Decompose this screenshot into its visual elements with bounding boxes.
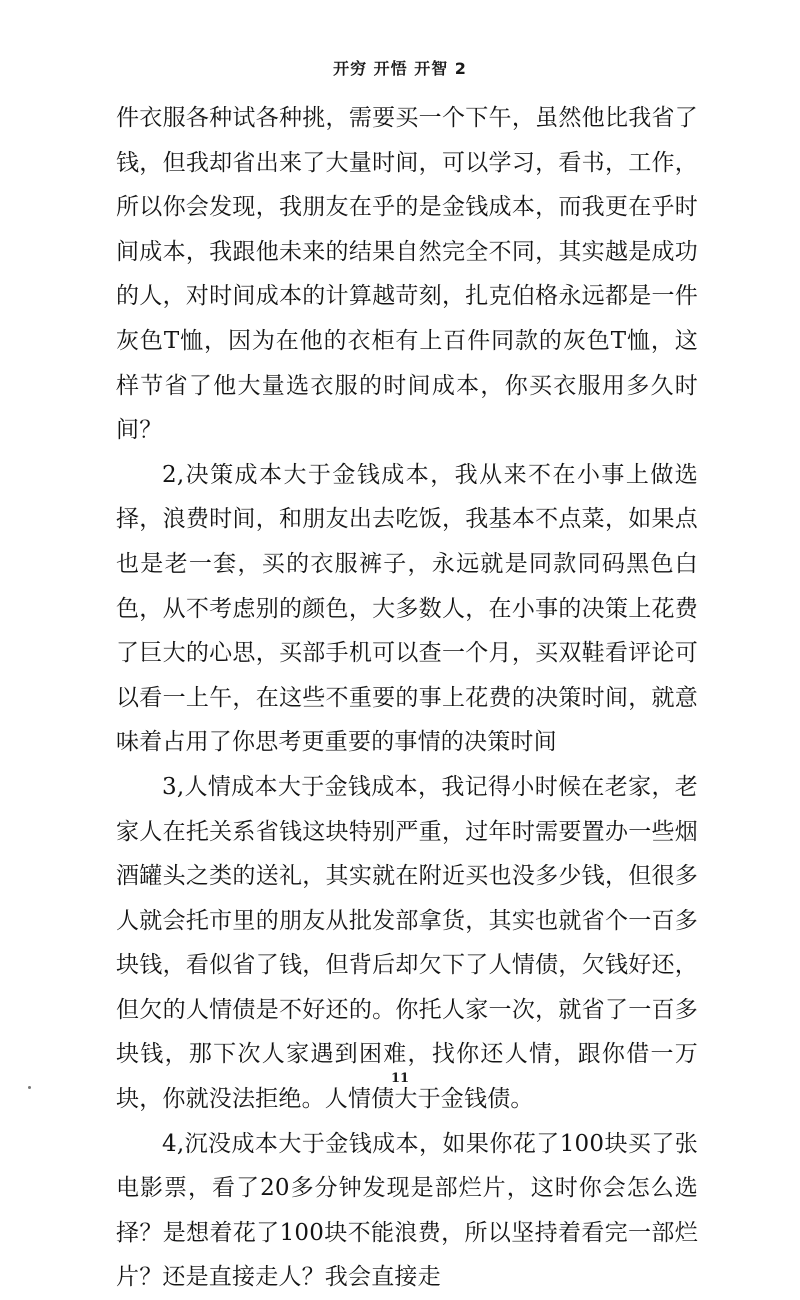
paragraph-sunk-cost: 4,沉没成本大于金钱成本，如果你花了100块买了张电影票，看了20多分钟发现是部烂片，这时你会怎么选择？是想着花了100块不能浪费，所以坚持着看完一部烂片？还是直接走人？我会直接走 (116, 1130, 698, 1291)
paragraph-continuation: 件衣服各种试各种挑，需要买一个下午，虽然他比我省了钱，但我却省出来了大量时间，可以学习，看书，工作，所以你会发现，我朋友在乎的是金钱成本，而我更在乎时间成本，我跟他未来的结果自然完全不同，其实越是成功的人，对时间成本的计算越苛刻，扎克伯格永远都是一件灰色T恤，因为在他的衣柜有上百件同款的灰色T恤，这样节省了他大量选衣服的时间成本，你买衣服用多久时间？ (116, 105, 698, 444)
running-header: 开穷 开悟 开智 2 (333, 59, 467, 78)
page-number: 11 (390, 1071, 410, 1086)
scan-speck (28, 1086, 31, 1089)
body-text (116, 96, 698, 1300)
paragraph-favor-cost: 3,人情成本大于金钱成本，我记得小时候在老家，老家人在托关系省钱这块特别严重，过年时需要置办一些烟酒罐头之类的送礼，其实就在附近买也没多少钱，但很多人就会托市里的朋友从批发部拿货，其实也就省个一百多块钱，看似省了钱，但背后却欠下了人情债，欠钱好还，但欠的人情债是不好还的。你托人家一次，就省了一百多块钱，那下次人家遇到困难，找你还人情，跟你借一万块，你就没法拒绝。人情债大于金钱债。 (116, 773, 698, 1113)
paragraph-decision-cost: 2,决策成本大于金钱成本，我从来不在小事上做选择，浪费时间，和朋友出去吃饭，我基本不点菜，如果点也是老一套，买的衣服裤子，永远就是同款同码黑色白色，从不考虑别的颜色，大多数人，在小事的决策上花费了巨大的心思，买部手机可以查一个月，买双鞋看评论可以看一上午，在这些不重要的事上花费的决策时间，就意味着占用了你思考更重要的事情的决策时间 (116, 461, 698, 756)
